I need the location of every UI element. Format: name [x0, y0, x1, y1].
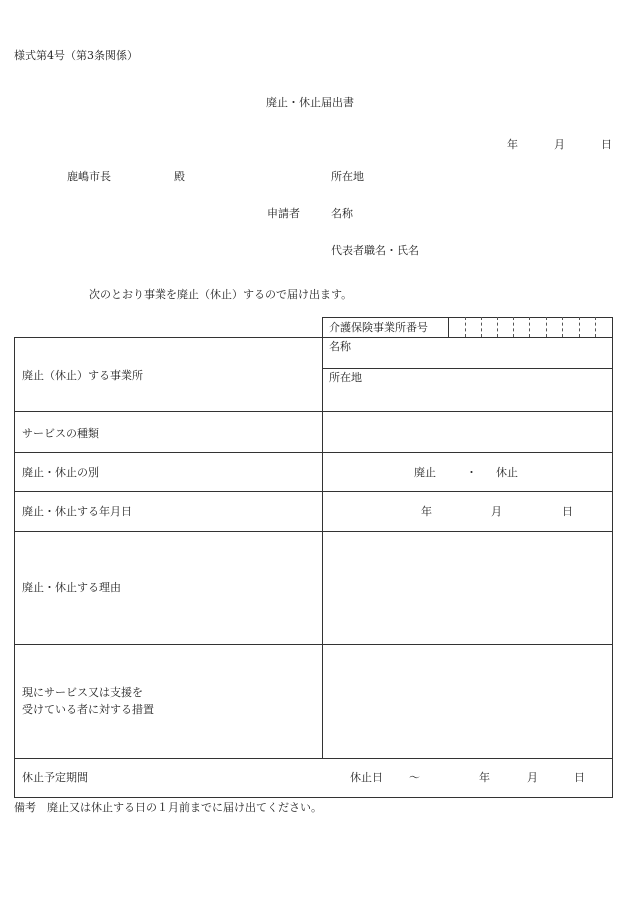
- office-name-label: 名称: [329, 340, 351, 353]
- page-title: 廃止・休止届出書: [266, 96, 354, 109]
- date-month-label: 月: [554, 138, 565, 151]
- applicant-address-label: 所在地: [331, 170, 364, 183]
- measures-label-line1: 現にサービス又は支援を: [22, 686, 143, 699]
- distinction-label: 廃止・休止の別: [22, 466, 99, 479]
- office-address-label: 所在地: [329, 371, 362, 384]
- date-year-label: 年: [507, 138, 518, 151]
- period-day: 日: [574, 771, 585, 784]
- period-start-label: 休止日: [350, 771, 383, 784]
- abolish-date-day: 日: [562, 505, 573, 518]
- abolish-date-label: 廃止・休止する年月日: [22, 505, 132, 518]
- addressee-name: 鹿嶋市長: [67, 170, 111, 183]
- abolish-date-year: 年: [421, 505, 432, 518]
- intro-text: 次のとおり事業を廃止（休止）するので届け出ます。: [89, 288, 353, 301]
- applicant-representative-label: 代表者職名・氏名: [331, 244, 419, 257]
- period-tilde: ～: [409, 771, 420, 784]
- period-year: 年: [479, 771, 490, 784]
- insurance-number-label: 介護保険事業所番号: [329, 321, 428, 334]
- form-number: 様式第4号（第3条関係）: [14, 49, 138, 62]
- note-text: 備考 廃止又は休止する日の１月前までに届け出てください。: [14, 801, 322, 814]
- measures-label-line2: 受けている者に対する措置: [22, 703, 154, 716]
- abolish-date-month: 月: [491, 505, 502, 518]
- applicant-label: 申請者: [267, 207, 300, 220]
- applicant-name-label: 名称: [331, 207, 353, 220]
- option-suspend: 休止: [496, 466, 518, 479]
- reason-label: 廃止・休止する理由: [22, 581, 121, 594]
- addressee-honorific: 殿: [174, 170, 185, 183]
- period-label: 休止予定期間: [22, 771, 88, 784]
- option-abolish: 廃止: [414, 466, 436, 479]
- service-type-label: サービスの種類: [22, 427, 99, 440]
- period-month: 月: [527, 771, 538, 784]
- date-day-label: 日: [601, 138, 612, 151]
- option-separator: ・: [466, 466, 477, 479]
- office-label: 廃止（休止）する事業所: [22, 369, 143, 382]
